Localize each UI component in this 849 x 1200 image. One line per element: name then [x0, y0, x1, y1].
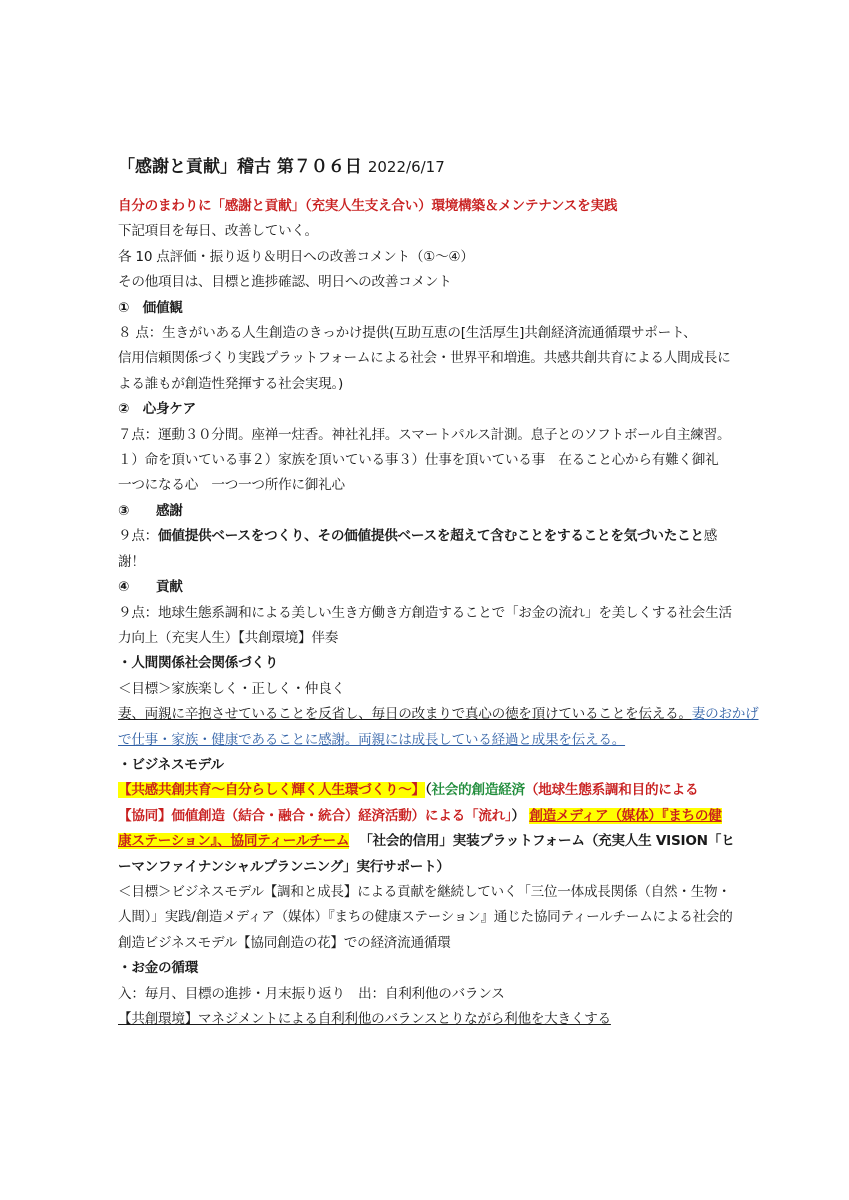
- business-red-text-1: （地球生態系調和目的による: [524, 782, 699, 799]
- section-heading-gratitude: ③ 感謝: [118, 502, 183, 519]
- section-heading-care: ② 心身ケア: [118, 401, 196, 418]
- relationships-goal: ＜目標＞家族楽しく・正しく・仲良く: [118, 680, 345, 697]
- gratitude-text-tail: 感: [703, 528, 718, 545]
- business-goal-1: ＜目標＞ビジネスモデル【調和と成長】による貢献を継続していく「三位一体成長関係（自然・生物・: [118, 883, 731, 900]
- business-paren-close: ）: [511, 807, 525, 824]
- business-highlight-3: 康ステーション』、協同ティールチーム: [118, 833, 350, 850]
- relationships-link-1[interactable]: 妻のおかげ: [691, 706, 759, 723]
- title-date: 2022/6/17: [367, 158, 445, 176]
- money-text-2: 【共創環境】マネジメントによる自利利他のバランスとりながら利他を大きくする: [118, 1011, 611, 1027]
- title-main: 「感謝と貢献」稽古 第７０６日: [118, 157, 362, 177]
- section-heading-contribution: ④ 貢献: [118, 579, 183, 596]
- business-paren-open: （: [424, 782, 432, 799]
- business-goal-2: 人間）」実践/創造メディア（媒体）『まちの健康ステーション』通じた協同ティールチームによる社会的: [118, 909, 733, 926]
- contribution-text-1: ９点：地球生態系調和による美しい生き方働き方創造することで「お金の流れ」を美しくする社会生活: [118, 604, 732, 621]
- subheading-relationships: ・人間関係社会関係づくり: [118, 655, 279, 672]
- subheading-money-cycle: ・お金の循環: [118, 960, 199, 977]
- contribution-text-2: 力向上（充実人生）【共創環境】伴奏: [118, 629, 339, 646]
- business-red-text-2: 【協同】価値創造（結合・融合・統合）経済活動）による「流れ」: [118, 807, 512, 824]
- relationships-link-2[interactable]: で仕事・家族・健康であることに感謝。両親には成長している経過と成果を伝える。: [118, 731, 626, 748]
- intro-line-3: その他項目は、目標と進捗確認、明日への改善コメント: [118, 274, 452, 291]
- gratitude-bold-text: 価値提供ベースをつくり、その価値提供ベースを超えて含むことをすることを気づいたこと: [158, 528, 704, 545]
- money-text-1: 入：毎月、目標の進捗・月末振り返り 出：自利利他のバランス: [118, 985, 505, 1002]
- page-title: [118, 152, 738, 182]
- business-line-3: [118, 829, 738, 854]
- care-text-1: ７点：運動３０分間。座禅一炷香。神社礼拝。スマートパルス計測。息子とのソフトボール自主練習。: [118, 426, 731, 443]
- care-text-2: １）命を頂いている事２）家族を頂いている事３）仕事を頂いている事 在ること心から有難く御礼: [118, 452, 719, 469]
- gratitude-text-1: [118, 524, 738, 549]
- business-highlight-2: 創造メディア（媒体）『まちの健: [529, 807, 722, 824]
- business-line-1: [118, 778, 738, 803]
- gratitude-text-2: 謝！: [118, 553, 145, 570]
- practice-heading: 自分のまわりに「感謝と貢献」（充実人生支え合い）環境構築＆メンテナンスを実践: [118, 198, 618, 214]
- subheading-business-model: ・ビジネスモデル: [118, 756, 224, 773]
- gratitude-score: ９点：: [118, 528, 159, 545]
- business-line-4: ーマンファイナンシャルプランニング」実行サポート）: [118, 858, 450, 875]
- business-highlight-1: 【共感共創共育～自分らしく輝く人生環づくり～】: [118, 782, 425, 799]
- relationships-text-1: [118, 702, 759, 727]
- business-goal-3: 創造ビジネスモデル【協同創造の花】での経済流通循環: [118, 934, 451, 951]
- business-green-text: 社会的創造経済: [431, 782, 525, 799]
- business-platform-text: 「社会的信用」実装プラットフォーム（充実人生 VISION「ヒ: [359, 833, 735, 850]
- values-text-3: よる誰もが創造性発揮する社会実現。): [118, 375, 344, 392]
- values-text-1: ８ 点：生きがいある人生創造のきっかけ提供(互助互恵の[生活厚生]共創経済流通循環サポート、: [118, 325, 697, 342]
- values-text-2: 信用信頼関係づくり実践プラットフォームによる社会・世界平和増進。共感共創共育による人間成長に: [118, 350, 731, 367]
- document-body: [118, 152, 759, 1032]
- care-text-3: 一つになる心 一つ一つ所作に御礼心: [118, 477, 345, 494]
- intro-line-1: 下記項目を毎日、改善していく。: [118, 223, 318, 240]
- intro-line-2: 各 10 点評価・振り返り＆明日への改善コメント（①～④）: [118, 248, 474, 265]
- relationships-underlined-text: 妻、両親に辛抱させていることを反省し、毎日の改まりで真心の徳を頂けていることを伝える。: [118, 706, 692, 723]
- business-line-2: [118, 804, 738, 829]
- section-heading-values: ① 価値観: [118, 299, 183, 316]
- relationships-text-2: [118, 728, 738, 753]
